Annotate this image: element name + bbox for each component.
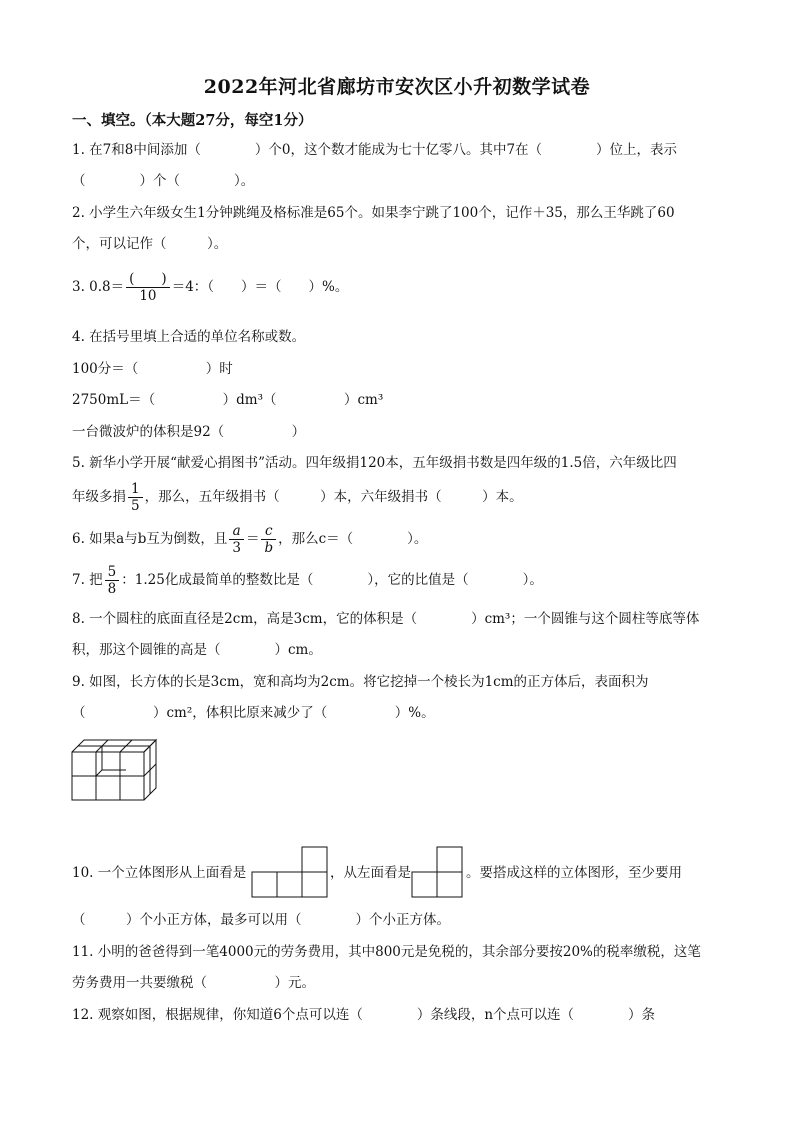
q11-line2: 劳务费用一共要缴税（ ）元。: [72, 975, 315, 991]
q5-fraction: [128, 481, 143, 514]
q5-frac-den: 5: [131, 498, 140, 514]
q7-lead: 7. 把: [72, 572, 103, 588]
q12-line1: 12. 观察如图，根据规律，你知道6个点可以连（ ）条线段，n个点可以连（ ）条: [72, 1007, 656, 1023]
q2-line1: 2. 小学生六年级女生1分钟跳绳及格标准是65个。如果李宁跳了100个，记作＋35，那么王华跳了60: [72, 205, 675, 221]
q4-line3: 2750mL＝（ ）dm³（ ）cm³: [72, 392, 384, 408]
q4-line4: 一台微波炉的体积是92（ ）: [72, 424, 306, 440]
q9-line1: 9. 如图，长方体的长是3cm，宽和高均为2cm。将它挖掉一个棱长为1cm的正方体后，表面积为: [72, 674, 649, 690]
q7-tail: ：1.25化成最简单的整数比是（ ），它的比值是（ ）。: [121, 572, 543, 588]
q6-eq: ＝: [245, 531, 260, 547]
q3-fraction: [126, 271, 170, 304]
q8-line2: 积，那这个圆锥的高是（ ）cm。: [72, 642, 322, 658]
q6-f1-den: 3: [232, 540, 241, 556]
q10-line1-mid: ，从左面看是: [330, 865, 411, 881]
q10-line2: （ ）个小正方体，最多可以用（ ）个小正方体。: [72, 912, 450, 928]
q1-line2: （ ）个（ ）。: [72, 173, 255, 189]
q2-line2: 个，可以记作（ ）。: [72, 236, 228, 252]
q4-line2: 100分＝（ ）时: [72, 361, 233, 377]
q8-line1: 8. 一个圆柱的底面直径是2cm，高是3cm，它的体积是（ ）cm³；一个圆锥与这个圆柱等底等体: [72, 611, 700, 627]
q3-frac-den: 10: [139, 288, 157, 304]
q5-lead: 年级多捐: [72, 489, 126, 505]
q9-line2: （ ）cm²，体积比原来减少了（ ）%。: [72, 705, 435, 721]
q6-tail: ，那么c＝（ ）。: [278, 531, 428, 547]
q11-line1: 11. 小明的爸爸得到一笔4000元的劳务费用，其中800元是免税的，其余部分要按20%的税率缴税，这笔: [72, 944, 701, 960]
q7-line: [72, 564, 543, 597]
q3-tail: ＝4：（ ）＝（ ）%。: [171, 279, 349, 295]
q7-fraction: [105, 564, 120, 597]
q6-f2-den: b: [264, 540, 274, 556]
q5-line1: 5. 新华小学开展“献爱心捐图书”活动。四年级捐120本，五年级捐书数是四年级的1.5倍，六年级比四: [72, 455, 677, 471]
q7-frac-den: 8: [107, 581, 117, 597]
q1-line1: 1. 在7和8中间添加（ ）个0，这个数才能成为七十亿零八。其中7在（ ）位上，表示: [72, 142, 678, 158]
q6-line: [72, 523, 427, 556]
page-title: 2022年河北省廊坊市安次区小升初数学试卷: [203, 76, 591, 98]
top-view-figure: [251, 845, 329, 898]
cuboid-figure: [70, 734, 165, 804]
q5-line2: [72, 481, 523, 514]
q10-line1-lead: 10. 一个立体图形从上面看是: [72, 865, 247, 881]
q5-tail: ，那么，五年级捐书（ ）本，六年级捐书（ ）本。: [144, 489, 523, 505]
q6-fraction-c: [261, 523, 276, 556]
q6-lead: 6. 如果a与b互为倒数，且: [72, 531, 228, 547]
q3-line: [72, 271, 348, 304]
q4-line1: 4. 在括号里填上合适的单位名称或数。: [72, 329, 306, 345]
q6-f1-num: a: [229, 523, 244, 540]
section-heading: 一、填空。（本大题27分，每空1分）: [72, 112, 313, 129]
q5-frac-num: 1: [128, 481, 143, 498]
q6-f2-num: c: [261, 523, 276, 540]
q3-frac-num: ( ): [126, 271, 170, 288]
left-view-figure: [411, 845, 465, 898]
q3-lead: 3. 0.8＝: [72, 279, 125, 295]
q7-frac-num: 5: [105, 564, 120, 581]
q6-fraction-a: [229, 523, 244, 556]
q10-line1-tail: 。要搭成这样的立体图形，至少要用: [466, 865, 682, 881]
